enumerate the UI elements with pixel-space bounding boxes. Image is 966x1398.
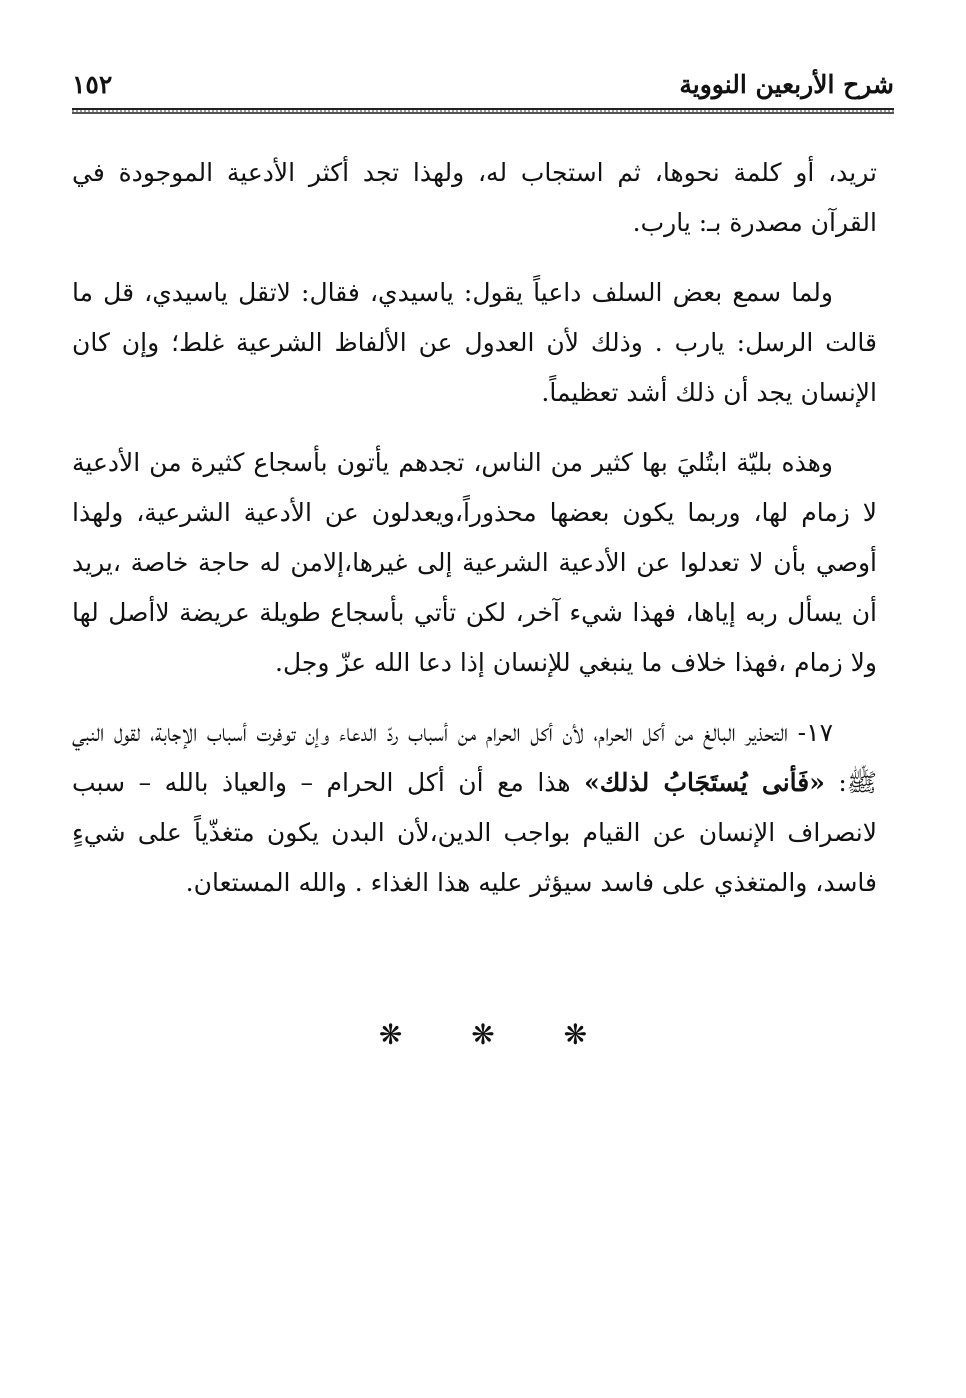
page-number: ١٥٢ — [72, 70, 113, 99]
body-text — [72, 148, 877, 928]
paragraph-1: تريد، أو كلمة نحوها، ثم استجاب له، ولهذا تجد أكثر الأدعية الموجودة في القرآن مصدرة بـ: يارب. — [72, 158, 877, 237]
paragraph-3: وهذه بليّة ابتُليَ بها كثير من الناس، تجدهم يأتون بأسجاع كثيرة من الأدعية لا زمام لها، وربما يكون بعضها محذوراً،ويعدلون عن الأدعية الشرعية، ولهذا أوصي بأن لا تعدلوا عن الأدعية الشرعية إلى غيرها،إلامن له حاجة خاصة ،يريد أن يسأل ربه إياها، فهذا شيء آخر، لكن تأتي بأسجاع طويلة عريضة لاأصل لها ولا زمام ،فهذا خلاف ما ينبغي للإنسان إذا دعا الله عزّ وجل. — [72, 448, 877, 677]
running-title: شرح الأربعين النووية — [679, 70, 894, 99]
header-rule — [72, 108, 894, 114]
paragraph-4-text-before: ١٧- التحذير البالغ من أكل الحرام، لأن أكل الحرام من أسباب ردّ الدعاء وإن توفرت أسباب الإجابة، لقول النبي ﷺ: — [72, 718, 877, 797]
separator-star-icon: ❋ — [563, 1018, 588, 1051]
page-header — [72, 68, 894, 106]
paragraph-4-text-after: هذا مع أن أكل الحرام – والعياذ بالله – سبب لانصراف الإنسان عن القيام بواجب الدين،لأن البدن يكون متغذّياً على شيءٍ فاسد، والمتغذي على فاسد سيؤثر عليه هذا الغذاء . والله المستعان. — [72, 768, 877, 897]
separator-star-icon: ❋ — [471, 1018, 495, 1051]
paragraph-4 — [72, 708, 877, 908]
hadith-quote: «فَأنى يُستَجَابُ لذلك» — [584, 768, 825, 797]
separator-star-icon: ❋ — [378, 1018, 403, 1051]
section-separator — [0, 1018, 966, 1051]
paragraph-2: ولما سمع بعض السلف داعياً يقول: ياسيدي، فقال: لاتقل ياسيدي، قل ما قالت الرسل: يارب . وذلك لأن العدول عن الألفاظ الشرعية غلط؛ وإن كان الإنسان يجد أن ذلك أشد تعظيماً. — [72, 278, 877, 407]
